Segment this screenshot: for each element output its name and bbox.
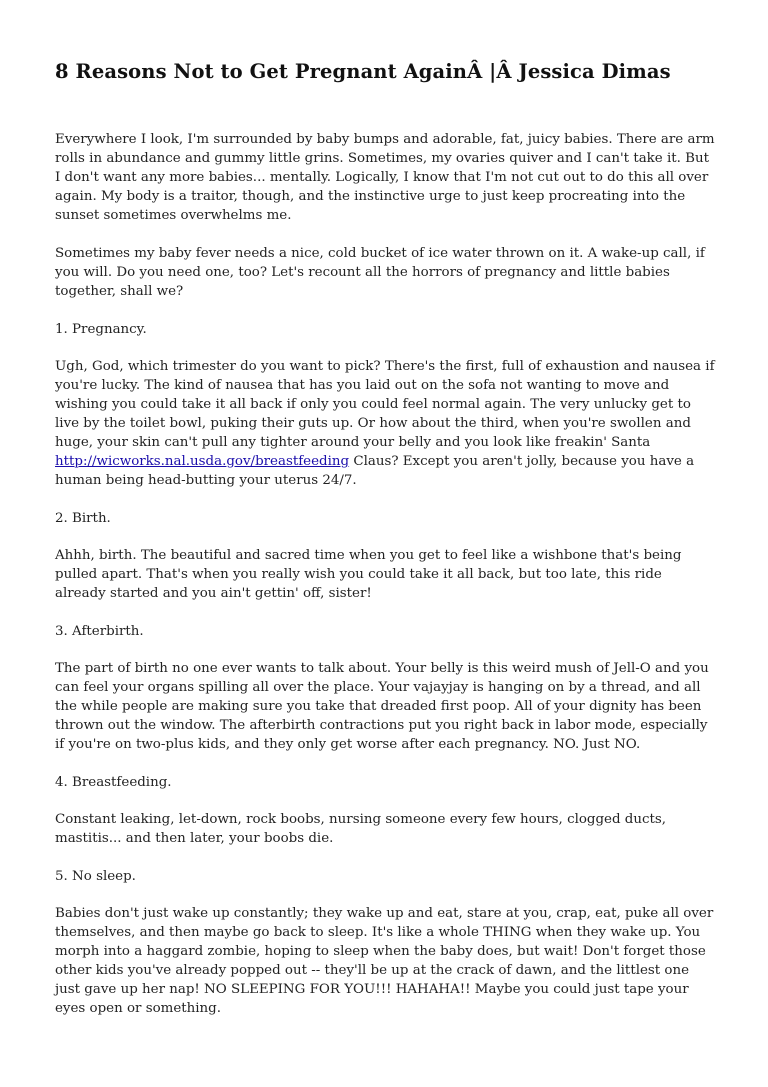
section-body-no-sleep: Babies don't just wake up constantly; they wake up and eat, stare at you, crap, eat, puke all over themselves, and then maybe go back to sleep. It's like a whole THING when they wake up. You morph into a haggard zombie, hoping to sleep when the baby does, but wait! Don't forget those other kids you've already popped out -- they'll be up at the crack of dawn, and the littlest one just gave up her nap! NO SLEEPING FOR YOU!!! HAHAHA!! Maybe you could just tape your eyes open or something. [55, 906, 714, 1016]
section-body-pregnancy [55, 357, 715, 490]
intro-paragraph-2: Sometimes my baby fever needs a nice, cold bucket of ice water thrown on it. A wake-up call, if you will. Do you need one, too? Let's recount all the horrors of pregnancy and little babies together, shall we? [55, 246, 705, 299]
page-title: 8 Reasons Not to Get Pregnant AgainÂ |Â Jessica Dimas [55, 60, 671, 83]
section-body-pregnancy-text-2: Claus? Except you aren't jolly, because you have a human being head-butting your uterus 24/7. [55, 454, 695, 488]
section-heading-breastfeeding: 4. Breastfeeding. [55, 775, 172, 790]
document-page [55, 58, 715, 1037]
section-body-breastfeeding: Constant leaking, let-down, rock boobs, nursing someone every few hours, clogged ducts, mastitis... and then later, your boobs die. [55, 812, 667, 846]
intro-paragraph-1: Everywhere I look, I'm surrounded by baby bumps and adorable, fat, juicy babies. There are arm rolls in abundance and gummy little grins. Sometimes, my ovaries quiver and I can't take it. But I don't want any more babies... mentally. Logically, I know that I'm not cut out to do this all over again. My body is a traitor, though, and the instinctive urge to just keep procreating into the sunset sometimes overwhelms me. [55, 132, 715, 223]
section-heading-afterbirth: 3. Afterbirth. [55, 624, 144, 639]
section-body-pregnancy-text-1: Ugh, God, which trimester do you want to pick? There's the first, full of exhaustion and nausea if you're lucky. The kind of nausea that has you laid out on the sofa not wanting to move and wishing you could take it all back if only you could feel normal again. The very unlucky get to live by the toilet bowl, puking their guts up. Or how about the third, when you're swollen and huge, your skin can't pull any tighter around your belly and you look like freakin' Santa [55, 359, 715, 450]
section-body-birth: Ahhh, birth. The beautiful and sacred time when you get to feel like a wishbone that's being pulled apart. That's when you really wish you could take it all back, but too late, this ride already started and you ain't gettin' off, sister! [55, 548, 682, 601]
breastfeeding-link[interactable]: http://wicworks.nal.usda.gov/breastfeeding [55, 454, 350, 469]
section-heading-birth: 2. Birth. [55, 511, 111, 526]
section-heading-no-sleep: 5. No sleep. [55, 869, 136, 884]
section-heading-pregnancy: 1. Pregnancy. [55, 322, 147, 337]
section-body-afterbirth: The part of birth no one ever wants to talk about. Your belly is this weird mush of Jell-O and you can feel your organs spilling all over the place. Your vajayjay is hanging on by a thread, and all the while people are making sure you take that dreaded first poop. All of your dignity has been thrown out the window. The afterbirth contractions put you right back in labor mode, especially if you're on two-plus kids, and they only get worse after each pregnancy. NO. Just NO. [55, 661, 709, 752]
